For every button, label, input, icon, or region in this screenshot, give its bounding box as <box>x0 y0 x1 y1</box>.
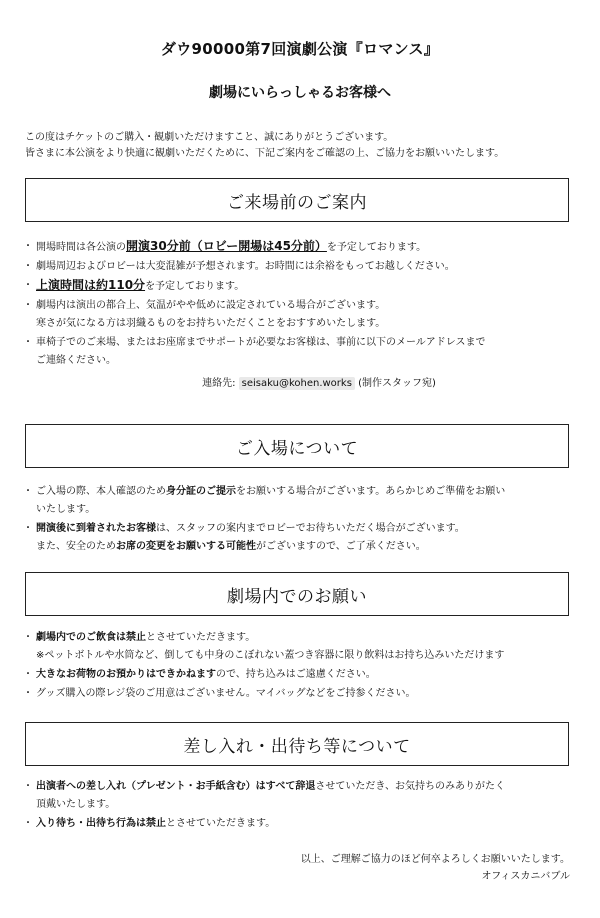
section-list-entry <box>25 482 573 556</box>
list-item: ・ 入り待ち・出待ち行為は禁止とさせていただきます。 <box>25 814 573 833</box>
closing-line: 以上、ご理解ご協力のほど何卒よろしくお願いいたします。 <box>300 854 570 865</box>
section-heading-before-visit: ご来場前のご案内 <box>25 178 569 222</box>
section-heading-gifts: 差し入れ・出待ち等について <box>25 722 569 766</box>
contact-email[interactable]: seisaku@kohen.works <box>239 377 355 390</box>
section-list-inside <box>25 628 573 703</box>
list-item: ・ 開場時間は各公演の開演30分前（ロビー開場は45分前）を予定しております。 <box>25 237 573 257</box>
list-item: ・ グッズ購入の際レジ袋のご用意はございません。マイバッグなどをご持参ください。 <box>25 684 573 703</box>
list-item: ・ 劇場周辺およびロビーは大変混雑が予想されます。お時間には余裕をもってお越しください。 <box>25 257 573 276</box>
runtime-highlight: 上演時間は約110分 <box>36 278 146 292</box>
section-list-gifts <box>25 777 573 833</box>
list-item: ・ 上演時間は約110分を予定しております。 <box>25 276 573 296</box>
section-heading-inside: 劇場内でのお願い <box>25 572 569 616</box>
list-item: ・ 車椅子でのご来場、またはお座席までサポートが必要なお客様は、事前に以下のメールアドレスまで ご連絡ください。 <box>25 333 573 370</box>
organizer-name: オフィスカニバブル <box>481 871 570 882</box>
contact-label: 連絡先: <box>202 378 236 389</box>
section-list-before-visit <box>25 237 573 394</box>
list-item: ・ 出演者への差し入れ（プレゼント・お手紙含む）はすべて辞退させていただき、お気持ちのみありがたく 頂戴いたします。 <box>25 777 573 814</box>
closing-text <box>301 851 570 885</box>
intro-line-1: この度はチケットのご購入・観劇いただけますこと、誠にありがとうございます。 <box>25 132 394 143</box>
intro-line-2: 皆さまに本公演をより快適に観劇いただくために、下記ご案内をご確認の上、ご協力をお願いいたします。 <box>25 148 505 159</box>
page-subtitle: 劇場にいらっしゃるお客様へ <box>209 85 391 101</box>
list-item: ・ 劇場内は演出の都合上、気温がやや低めに設定されている場合がございます。 寒さが気になる方は羽織るものをお持ちいただくことをおすすめいたします。 <box>25 296 573 333</box>
list-item: ・ 開演後に到着されたお客様は、スタッフの案内までロビーでお待ちいただく場合がございます。 また、安全のためお席の変更をお願いする可能性がございますので、ご了承ください。 <box>25 519 573 556</box>
page-title: ダウ90000第7回演劇公演『ロマンス』 <box>160 40 440 58</box>
list-item: ・ 劇場内でのご飲食は禁止とさせていただきます。 ※ペットボトルや水筒など、倒しても中身のこぼれない蓋つき容器に限り飲料はお持ち込みいただけます <box>25 628 573 665</box>
contact-line <box>25 374 573 394</box>
opening-time-highlight: 開演30分前（ロビー開場は45分前） <box>126 239 327 253</box>
list-item: ・ 大きなお荷物のお預かりはできかねますので、持ち込みはご遠慮ください。 <box>25 665 573 684</box>
section-heading-entry: ご入場について <box>25 424 569 468</box>
list-item: ・ ご入場の際、本人確認のため身分証のご提示をお願いする場合がございます。あらかじめご準備をお願い いたします。 <box>25 482 573 519</box>
contact-note: (制作スタッフ宛) <box>358 378 436 389</box>
intro-text <box>25 130 504 162</box>
